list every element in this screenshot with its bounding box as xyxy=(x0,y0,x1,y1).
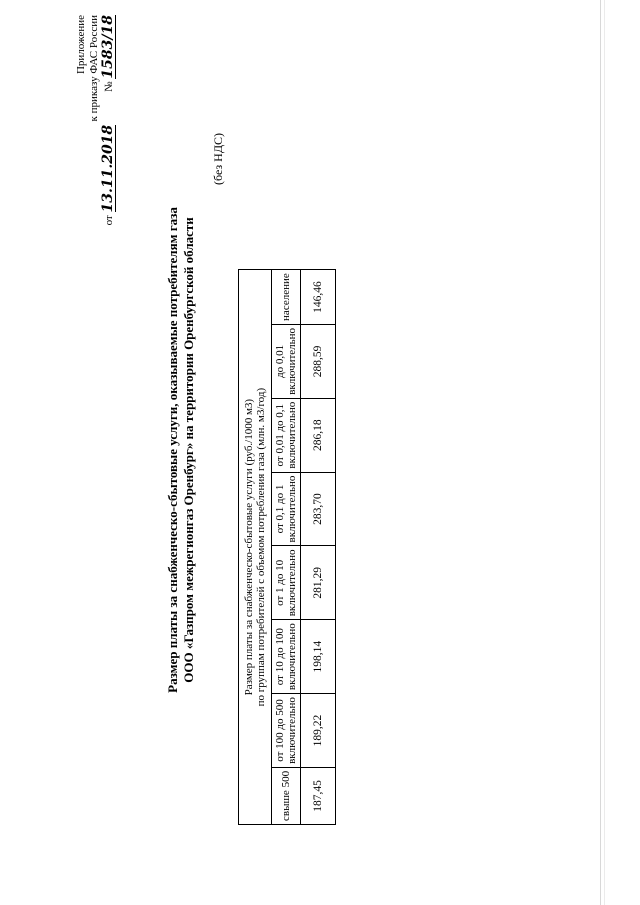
column-header: от 100 до 500 включительно xyxy=(272,694,301,768)
handwritten-date: 13.11.2018 xyxy=(100,124,116,213)
table-cell: 189,22 xyxy=(301,694,336,768)
table-header-row-groups xyxy=(272,270,301,825)
column-header: от 0,1 до 1 включительно xyxy=(272,472,301,546)
column-header: от 1 до 10 включительно xyxy=(272,546,301,620)
appendix-date-number xyxy=(101,15,116,315)
table-main-header xyxy=(239,270,272,825)
table-row xyxy=(301,270,336,825)
table-cell: 198,14 xyxy=(301,620,336,694)
rates-table xyxy=(238,269,336,825)
main-header-line-1: Размер платы за снабженческо-сбытовые услуги (руб./1000 м3) xyxy=(243,398,255,696)
column-header: до 0,01 включительно xyxy=(272,324,301,398)
title-line-1: Размер платы за снабженческо-сбытовые услуги, оказываемые потребителям газа xyxy=(165,207,180,693)
document-title xyxy=(165,145,197,755)
column-header: от 0,01 до 0,1 включительно xyxy=(272,398,301,472)
appendix-label: Приложение xyxy=(75,15,87,75)
appendix-block xyxy=(75,15,116,315)
table-cell: 187,45 xyxy=(301,767,336,824)
table-cell: 286,18 xyxy=(301,398,336,472)
table-cell: 283,70 xyxy=(301,472,336,546)
from-prefix: от xyxy=(103,215,115,226)
table-cell: 288,59 xyxy=(301,324,336,398)
title-line-2: ООО «Газпром межрегионгаз Оренбург» на территории Оренбургской области xyxy=(181,217,196,683)
table-header-row-main xyxy=(239,270,272,825)
number-prefix: № xyxy=(103,81,115,92)
table-cell: 281,29 xyxy=(301,546,336,620)
main-header-line-2: по группам потребителей с объемом потребления газа (млн. м3/год) xyxy=(255,387,267,707)
column-header: свыше 500 xyxy=(272,767,301,824)
column-header: население xyxy=(272,270,301,325)
handwritten-number: 1583/18 xyxy=(100,15,116,79)
appendix-order: к приказу ФАС России xyxy=(88,15,100,122)
vat-note: (без НДС) xyxy=(211,132,225,185)
column-header: от 10 до 100 включительно xyxy=(272,620,301,694)
table-cell: 146,46 xyxy=(301,270,336,325)
